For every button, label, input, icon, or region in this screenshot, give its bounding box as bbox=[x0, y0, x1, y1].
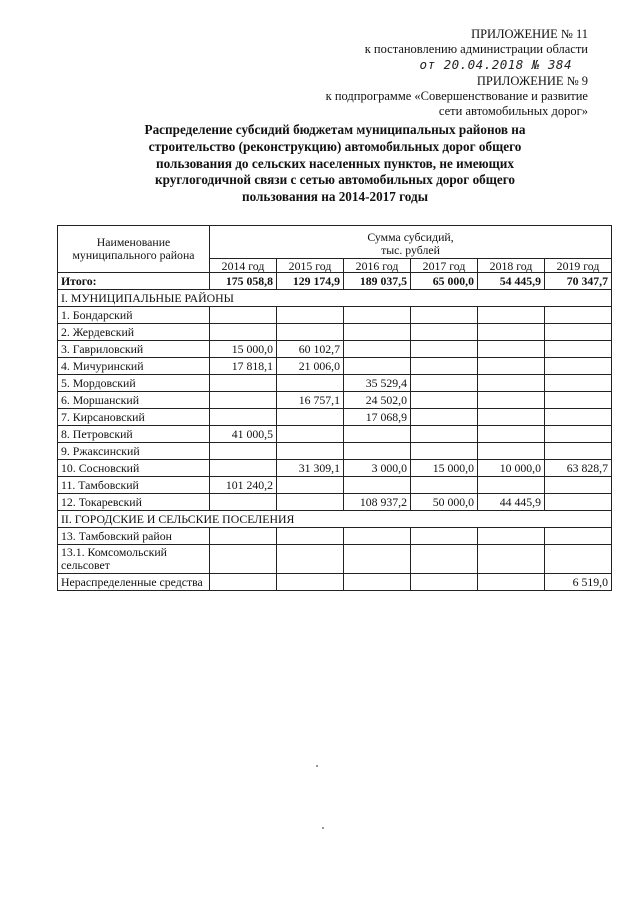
row-value bbox=[344, 341, 411, 358]
row-value bbox=[210, 375, 277, 392]
table-row bbox=[58, 545, 612, 574]
row-value: 44 445,9 bbox=[478, 494, 545, 511]
row-value bbox=[344, 545, 411, 574]
row-name: 7. Кирсановский bbox=[58, 409, 210, 426]
col-header-year: 2018 год bbox=[478, 259, 545, 273]
row-name: 3. Гавриловский bbox=[58, 341, 210, 358]
col-header-sum bbox=[210, 226, 612, 259]
total-value: 70 347,7 bbox=[545, 273, 612, 290]
sum-header-line: тыс. рублей bbox=[381, 243, 440, 257]
row-value bbox=[210, 574, 277, 591]
row-value bbox=[478, 528, 545, 545]
row-name: Нераспределенные средства bbox=[58, 574, 210, 591]
title-line: Распределение субсидий бюджетам муниципальных районов на bbox=[144, 122, 526, 137]
total-value: 129 174,9 bbox=[277, 273, 344, 290]
row-value: 6 519,0 bbox=[545, 574, 612, 591]
row-name: 4. Мичуринский bbox=[58, 358, 210, 375]
table-row bbox=[58, 574, 612, 591]
row-value bbox=[478, 375, 545, 392]
row-value bbox=[277, 307, 344, 324]
col-header-year: 2015 год bbox=[277, 259, 344, 273]
row-value bbox=[210, 528, 277, 545]
row-value bbox=[344, 443, 411, 460]
table-row bbox=[58, 341, 612, 358]
row-value bbox=[545, 392, 612, 409]
row-value bbox=[478, 324, 545, 341]
section-row bbox=[58, 290, 612, 307]
row-value bbox=[344, 307, 411, 324]
row-value: 41 000,5 bbox=[210, 426, 277, 443]
row-value bbox=[344, 574, 411, 591]
row-value: 63 828,7 bbox=[545, 460, 612, 477]
col-header-year: 2017 год bbox=[411, 259, 478, 273]
handwritten-date-number: от 20.04.2018 № 384 bbox=[419, 57, 572, 72]
subprogram-reference-cont: сети автомобильных дорог» bbox=[438, 104, 588, 118]
total-value: 54 445,9 bbox=[478, 273, 545, 290]
row-value: 17 068,9 bbox=[344, 409, 411, 426]
table-row bbox=[58, 392, 612, 409]
row-value bbox=[210, 443, 277, 460]
title-line: круглогодичной связи с сетью автомобильных дорог общего bbox=[155, 172, 515, 188]
table-row bbox=[58, 477, 612, 494]
total-value: 175 058,8 bbox=[210, 273, 277, 290]
row-value bbox=[210, 460, 277, 477]
total-value: 65 000,0 bbox=[411, 273, 478, 290]
row-value bbox=[478, 426, 545, 443]
row-value bbox=[344, 324, 411, 341]
row-value bbox=[478, 574, 545, 591]
row-name: 9. Ржаксинский bbox=[58, 443, 210, 460]
row-value: 15 000,0 bbox=[210, 341, 277, 358]
row-value bbox=[411, 477, 478, 494]
table-row bbox=[58, 358, 612, 375]
row-value bbox=[545, 494, 612, 511]
row-value: 31 309,1 bbox=[277, 460, 344, 477]
row-value: 101 240,2 bbox=[210, 477, 277, 494]
row-name: 2. Жердевский bbox=[58, 324, 210, 341]
row-value bbox=[277, 324, 344, 341]
row-value bbox=[411, 375, 478, 392]
row-value bbox=[411, 574, 478, 591]
row-value bbox=[411, 307, 478, 324]
total-value: 189 037,5 bbox=[344, 273, 411, 290]
row-name: 8. Петровский bbox=[58, 426, 210, 443]
appendix-11-label: ПРИЛОЖЕНИЕ № 11 bbox=[471, 27, 588, 41]
section-title: II. ГОРОДСКИЕ И СЕЛЬСКИЕ ПОСЕЛЕНИЯ bbox=[58, 511, 612, 528]
decree-reference: к постановлению администрации области bbox=[364, 42, 588, 56]
table-row bbox=[58, 409, 612, 426]
scan-speck bbox=[316, 765, 318, 767]
row-value bbox=[545, 477, 612, 494]
row-value: 16 757,1 bbox=[277, 392, 344, 409]
subsidy-table bbox=[57, 225, 612, 591]
row-value bbox=[411, 443, 478, 460]
row-value: 108 937,2 bbox=[344, 494, 411, 511]
row-value: 10 000,0 bbox=[478, 460, 545, 477]
row-value bbox=[277, 409, 344, 426]
row-value bbox=[277, 477, 344, 494]
row-name: 12. Токаревский bbox=[58, 494, 210, 511]
subprogram-reference: к подпрограмме «Совершенствование и развитие bbox=[325, 89, 588, 103]
row-value bbox=[344, 528, 411, 545]
row-value: 15 000,0 bbox=[411, 460, 478, 477]
row-value bbox=[411, 392, 478, 409]
table-row bbox=[58, 494, 612, 511]
row-value bbox=[411, 358, 478, 375]
row-value bbox=[545, 358, 612, 375]
row-value bbox=[277, 494, 344, 511]
row-value bbox=[210, 324, 277, 341]
row-value bbox=[545, 528, 612, 545]
row-value bbox=[545, 426, 612, 443]
row-value bbox=[545, 375, 612, 392]
row-value bbox=[545, 324, 612, 341]
row-value bbox=[478, 409, 545, 426]
row-value bbox=[545, 307, 612, 324]
row-value bbox=[210, 494, 277, 511]
row-value bbox=[277, 528, 344, 545]
title-line: пользования до сельских населенных пунктов, не имеющих bbox=[156, 155, 514, 171]
row-value bbox=[277, 574, 344, 591]
sum-header-line: Сумма субсидий, bbox=[367, 230, 454, 244]
scan-speck bbox=[322, 827, 324, 829]
row-value bbox=[210, 409, 277, 426]
table-row bbox=[58, 426, 612, 443]
row-value bbox=[210, 307, 277, 324]
row-value bbox=[277, 375, 344, 392]
row-value bbox=[478, 392, 545, 409]
col-header-municipality: Наименование муниципального района bbox=[58, 226, 210, 273]
total-row bbox=[58, 273, 612, 290]
row-value bbox=[545, 443, 612, 460]
table-row bbox=[58, 528, 612, 545]
row-value bbox=[210, 392, 277, 409]
row-value: 17 818,1 bbox=[210, 358, 277, 375]
row-name: 11. Тамбовский bbox=[58, 477, 210, 494]
row-value: 50 000,0 bbox=[411, 494, 478, 511]
table-row bbox=[58, 375, 612, 392]
row-value: 24 502,0 bbox=[344, 392, 411, 409]
document-title bbox=[90, 122, 580, 206]
row-value bbox=[545, 341, 612, 358]
title-line: пользования на 2014-2017 годы bbox=[242, 189, 428, 205]
row-name: 5. Мордовский bbox=[58, 375, 210, 392]
col-header-year: 2016 год bbox=[344, 259, 411, 273]
row-value: 21 006,0 bbox=[277, 358, 344, 375]
col-header-year: 2014 год bbox=[210, 259, 277, 273]
row-value bbox=[277, 443, 344, 460]
row-value bbox=[277, 426, 344, 443]
row-value bbox=[344, 426, 411, 443]
row-value bbox=[411, 528, 478, 545]
table-row bbox=[58, 443, 612, 460]
row-value: 3 000,0 bbox=[344, 460, 411, 477]
row-value bbox=[478, 358, 545, 375]
document-header bbox=[326, 27, 588, 119]
row-value bbox=[545, 409, 612, 426]
row-name: 13. Тамбовский район bbox=[58, 528, 210, 545]
row-value bbox=[411, 545, 478, 574]
row-value bbox=[478, 307, 545, 324]
row-value bbox=[277, 545, 344, 574]
row-value bbox=[478, 477, 545, 494]
row-value: 60 102,7 bbox=[277, 341, 344, 358]
row-name: 13.1. Комсомольский сельсовет bbox=[58, 545, 210, 574]
row-name: 10. Сосновский bbox=[58, 460, 210, 477]
appendix-9-label: ПРИЛОЖЕНИЕ № 9 bbox=[476, 74, 588, 88]
row-value bbox=[545, 545, 612, 574]
table-row bbox=[58, 307, 612, 324]
title-line: строительство (реконструкцию) автомобильных дорог общего bbox=[148, 138, 522, 154]
row-value bbox=[344, 358, 411, 375]
col-header-year: 2019 год bbox=[545, 259, 612, 273]
row-value bbox=[478, 341, 545, 358]
row-name: 6. Моршанский bbox=[58, 392, 210, 409]
row-value bbox=[411, 341, 478, 358]
section-title: I. МУНИЦИПАЛЬНЫЕ РАЙОНЫ bbox=[58, 290, 612, 307]
table-row bbox=[58, 324, 612, 341]
table-row bbox=[58, 460, 612, 477]
row-value bbox=[210, 545, 277, 574]
row-value bbox=[478, 545, 545, 574]
row-value bbox=[411, 324, 478, 341]
row-value bbox=[478, 443, 545, 460]
row-value bbox=[344, 477, 411, 494]
total-label: Итого: bbox=[58, 273, 210, 290]
section-row bbox=[58, 511, 612, 528]
row-name: 1. Бондарский bbox=[58, 307, 210, 324]
row-value bbox=[411, 409, 478, 426]
row-value: 35 529,4 bbox=[344, 375, 411, 392]
row-value bbox=[411, 426, 478, 443]
